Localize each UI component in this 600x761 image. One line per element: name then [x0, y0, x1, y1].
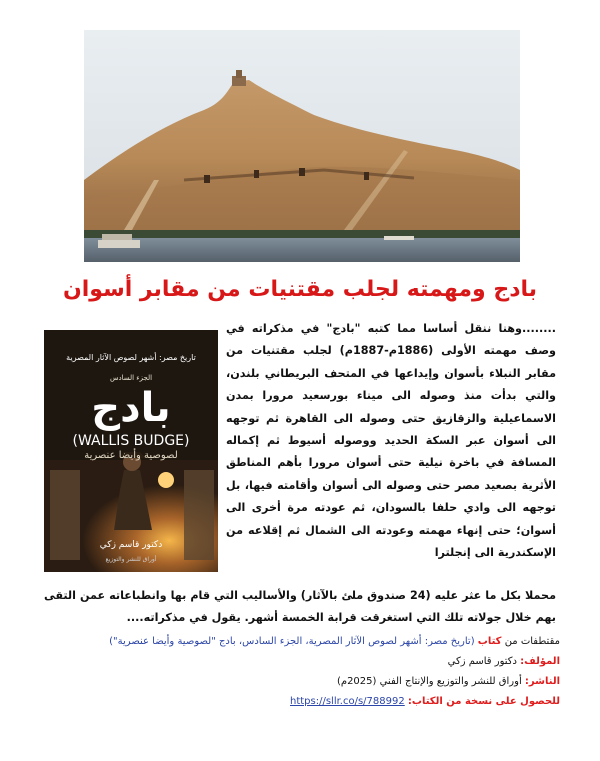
- excerpt-book-word: كتاب: [477, 636, 502, 647]
- copy-label: للحصول على نسخة من الكتاب:: [407, 696, 560, 707]
- publisher-line: [44, 672, 560, 692]
- cover-publisher: أوراق للنشر والتوزيع: [105, 556, 157, 563]
- cover-series-title: تاريخ مصر: أشهر لصوص الآثار المصرية: [66, 353, 196, 362]
- cover-latin-title: (WALLIS BUDGE): [72, 433, 190, 449]
- book-cover: [44, 330, 218, 572]
- cover-author: دكتور قاسم زكي: [99, 540, 163, 550]
- excerpt-prefix: مقتطفات من: [504, 636, 560, 647]
- excerpt-line: [44, 632, 560, 652]
- cover-title: بادج: [91, 385, 171, 431]
- author-name: دكتور قاسم زكي: [447, 656, 517, 667]
- publisher-label: الناشر:: [524, 676, 560, 687]
- cover-subtitle: لصوصية وأيضا عنصرية: [84, 450, 178, 461]
- book-title: (تاريخ مصر: أشهر لصوص الآثار المصرية، الجزء السادس، بادج "لصوصية وأيضا عنصرية"): [109, 636, 475, 647]
- book-purchase-link[interactable]: https://sllr.co/s/788992: [290, 696, 405, 707]
- author-label: المؤلف:: [520, 656, 560, 667]
- aswan-tombs-photo: [84, 30, 520, 262]
- credits: [44, 632, 560, 712]
- headline: بادج ومهمته لجلب مقتنيات من مقابر أسوان: [62, 277, 538, 302]
- publisher-name: أوراق للنشر والتوزيع والإنتاج الفني (2025م): [336, 676, 522, 687]
- author-line: [44, 652, 560, 672]
- copy-line: [44, 692, 560, 712]
- cover-part: الجزء السادس: [109, 374, 153, 382]
- body-paragraph-side: ........وهنا ننقل أساسا مما كتبه "بادج" في مذكراته في وصف مهمته الأولى (1886م-1887م) لجلب مقتنيات من مقابر النبلاء بأسوان وإيداعها في المتحف البريطاني بلندن، والتي بدأت منذ وصوله الى ميناء بورسعيد مرورا بمدن الاسماعيلية والزقازيق حتى وصوله الى القاهرة ثم توجهه الى أسوان عبر السكة الحديد ووصوله أسيوط ثم إكماله المسافة في باخرة نيلية حتى أسوان مرورا بأهم المناطق الأثرية بصعيد مصر حتى وصوله الى أسوان وأقامته فيها، بل توجهه الى وادي حلفا بالسودان، ثم عودته مرة أخرى الى أسوان؛ حتى إنهاء مهمته وعودته الى الشمال ثم إقلاعه من الإسكندرية الى إنجلترا: [226, 322, 556, 560]
- body-paragraph-full: محملا بكل ما عثر عليه (24 صندوق ملئ بالآثار) والأساليب التي قام بها وانطباعاته عمن التقى بهم خلال جولاته تلك التي استغرقت قرابة الخمسة أشهر. يقول في مذكراته....: [44, 589, 556, 625]
